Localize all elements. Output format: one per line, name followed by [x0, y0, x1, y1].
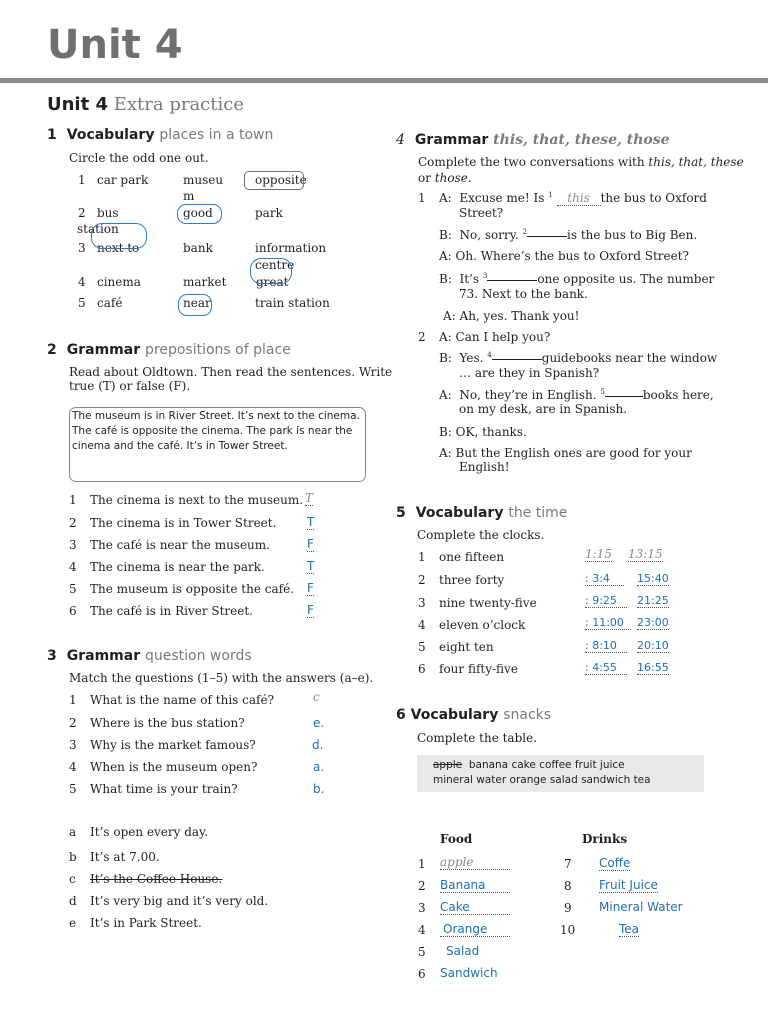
question: What time is your train? [90, 782, 238, 796]
list-item-number: 3 [69, 738, 77, 752]
list-item-number: 1 [78, 173, 86, 187]
dialogue-line: A: Can I help you? [439, 330, 551, 344]
answer-field[interactable]: F [307, 603, 314, 617]
list-item-number: 2 [418, 573, 426, 587]
drink-answer[interactable]: Coffe [599, 856, 631, 870]
time-words: nine twenty-five [439, 596, 537, 610]
answer-letter: e [69, 916, 77, 930]
answer-letter: a [69, 825, 77, 839]
reading-line: The museum is in River Street. It’s next to the cinema. [72, 410, 360, 422]
word-option: near [183, 296, 211, 310]
list-item-number: 1 [418, 550, 426, 564]
dialogue-line-cont: … are they in Spanish? [459, 366, 600, 380]
answer-option: It’s in Park Street. [90, 916, 202, 930]
subtitle-unit: Unit 4 [47, 94, 108, 115]
word-option: great [256, 275, 289, 289]
clock-24h[interactable]: 21:25 [637, 594, 669, 607]
list-item-number: 6 [69, 604, 77, 618]
struck-word: apple [433, 759, 463, 771]
word-option: café [97, 296, 123, 310]
dialogue-line: A: Ah, yes. Thank you! [443, 309, 580, 323]
list-item-number: 10 [560, 923, 576, 937]
circle-mark [250, 258, 295, 284]
clock-24h[interactable]: 23:00 [637, 616, 669, 629]
section2-instruction: Read about Oldtown. Then read the sentences. Write [69, 365, 393, 379]
list-item-number: 3 [418, 596, 426, 610]
dialogue-line-cont: English! [459, 460, 510, 474]
circle-mark [91, 223, 147, 249]
list-item-number: 3 [418, 901, 426, 915]
time-words: eleven o’clock [439, 618, 526, 632]
list-item-number: 2 [78, 206, 86, 220]
section2-heading: 2 Grammar prepositions of place [47, 342, 291, 358]
list-item-number: 2 [418, 330, 426, 344]
section4-instruction-2: or those. [418, 171, 472, 185]
answer-field[interactable]: a. [313, 760, 325, 774]
question: What is the name of this café? [90, 693, 275, 707]
section2-instruction-2: true (T) or false (F). [69, 379, 191, 393]
statement: The cinema is next to the museum. [90, 493, 304, 507]
statement: The cinema is in Tower Street. [90, 516, 277, 530]
list-item-number: 2 [69, 516, 77, 530]
food-answer[interactable]: apple [440, 855, 510, 870]
list-item-number: 3 [78, 241, 86, 255]
circle-mark [177, 204, 222, 224]
page-title: Unit 4 [47, 22, 183, 68]
drinks-column-header: Drinks [582, 832, 628, 846]
food-answer[interactable]: Sandwich [440, 966, 498, 980]
section1-heading: 1 Vocabulary places in a town [47, 127, 274, 143]
list-item-number: 3 [69, 538, 77, 552]
answer-letter: d [69, 894, 77, 908]
statement: The cinema is near the park. [90, 560, 265, 574]
clock-12h[interactable]: : 4:55 [585, 661, 627, 675]
answer-field[interactable]: F [307, 581, 314, 595]
question: When is the museum open? [90, 760, 258, 774]
reading-line: cinema and the café. It’s in Tower Street. [72, 440, 288, 452]
blank-line[interactable] [527, 236, 567, 237]
section6-heading: 6 Vocabulary snacks [396, 707, 552, 723]
answer-letter: c [69, 872, 76, 886]
answer-letter: b [69, 850, 77, 864]
title-divider [0, 78, 768, 83]
list-item-number: 2 [418, 879, 426, 893]
subtitle-extra: Extra practice [113, 94, 244, 115]
section3-instruction: Match the questions (1–5) with the answers (a–e). [69, 671, 374, 685]
dialogue-line: B: It’s $^3$ one opposite us. The number [439, 272, 715, 286]
word-option: information [255, 241, 327, 255]
word-option: park [255, 206, 283, 220]
reading-text-box [69, 407, 366, 482]
dialogue-line: B: Yes. $^4$ guidebooks near the window [439, 351, 718, 365]
answer-field[interactable]: c [313, 690, 320, 704]
answer-field[interactable]: T [307, 559, 315, 573]
time-words: one fifteen [439, 550, 505, 564]
word-option: good [183, 206, 213, 220]
list-item-number: 1 [69, 493, 77, 507]
food-column-header: Food [440, 832, 473, 846]
word-option: bus [97, 206, 119, 220]
list-item-number: 4 [69, 560, 77, 574]
word-option: museu [183, 173, 224, 187]
word-option: cinema [97, 275, 141, 289]
clock-24h[interactable]: 13:15 [628, 547, 663, 561]
list-item-number: 4 [418, 923, 426, 937]
dialogue-line: B: OK, thanks. [439, 425, 527, 439]
list-item-number: 8 [564, 879, 572, 893]
food-answer[interactable]: Cake [440, 900, 510, 915]
word-box-line: apple banana cake coffee fruit juice [433, 759, 625, 771]
reading-line: The café is opposite the cinema. The park is near the [72, 425, 353, 437]
time-words: eight ten [439, 640, 494, 654]
section4-instruction: Complete the two conversations with this, that, these [418, 155, 744, 169]
list-item-number: 5 [418, 640, 426, 654]
word-box-line: mineral water orange salad sandwich tea [433, 774, 651, 786]
time-words: three forty [439, 573, 505, 587]
question: Where is the bus station? [90, 716, 245, 730]
list-item-number: 4 [78, 275, 86, 289]
food-answer[interactable]: Banana [440, 878, 510, 893]
word-option: opposite [255, 173, 307, 187]
blank-line[interactable] [487, 280, 537, 281]
list-item-number: 4 [418, 618, 426, 632]
drink-answer[interactable]: Fruit Juice [599, 878, 658, 892]
clock-24h[interactable]: 16:55 [637, 661, 669, 674]
dialogue-line: A: Oh. Where’s the bus to Oxford Street? [439, 249, 689, 263]
list-item-number: 1 [418, 857, 426, 871]
list-item-number: 2 [69, 716, 77, 730]
answer-option-struck: It’s the Coffee House. [90, 872, 223, 886]
drink-answer[interactable]: Tea [619, 922, 640, 936]
food-answer[interactable]: Salad [446, 944, 480, 958]
question: Why is the market famous? [90, 738, 256, 752]
word-option: bank [183, 241, 213, 255]
answer-field[interactable]: T [307, 515, 315, 529]
dialogue-line-cont: Street? [459, 206, 504, 220]
section3-heading: 3 Grammar question words [47, 648, 252, 664]
time-words: four fifty-five [439, 662, 518, 676]
list-item-number: 5 [69, 782, 77, 796]
clock-12h[interactable]: 1:15 [585, 547, 612, 561]
blank-line[interactable] [605, 396, 643, 397]
answer-field[interactable]: d. [312, 738, 324, 752]
clock-24h[interactable]: 15:40 [637, 572, 669, 585]
clock-24h[interactable]: 20:10 [637, 639, 669, 652]
blank-line[interactable] [492, 359, 542, 360]
circle-mark [244, 171, 304, 190]
answer-option: It’s at 7.00. [90, 850, 160, 864]
list-item-number: 6 [418, 662, 426, 676]
clock-12h[interactable]: : 3:4 [585, 572, 624, 586]
word-option: train station [255, 296, 330, 310]
statement: The café is in River Street. [90, 604, 253, 618]
word-box [417, 755, 704, 792]
dialogue-line: B: No, sorry. $^2$ is the bus to Big Ben. [439, 228, 698, 242]
answer-field[interactable]: b. [313, 782, 325, 796]
answer-field[interactable]: e. [313, 716, 325, 730]
section1-instruction: Circle the odd one out. [69, 151, 209, 165]
section5-instruction: Complete the clocks. [417, 528, 545, 542]
list-item-number: 1 [69, 693, 77, 707]
section4-heading: 4 Grammar this, that, these, those [396, 132, 670, 148]
section6-instruction: Complete the table. [417, 731, 538, 745]
list-item-number: 5 [78, 296, 86, 310]
dialogue-line: A: No, they’re in English. $^5$ books here, [439, 388, 714, 402]
list-item-number: 4 [69, 760, 77, 774]
dialogue-line-cont: on my desk, are in Spanish. [459, 402, 628, 416]
statement: The museum is opposite the café. [90, 582, 294, 596]
drink-answer[interactable]: Mineral Water [599, 900, 683, 914]
word-option-wrap: centre [255, 258, 295, 272]
list-item-number: 5 [418, 945, 426, 959]
statement: The café is near the museum. [90, 538, 270, 552]
answer-field[interactable]: F [307, 537, 314, 551]
word-option: car park [97, 173, 149, 187]
subtitle [47, 94, 244, 115]
food-answer[interactable]: Orange [440, 922, 510, 937]
section5-heading: 5 Vocabulary the time [396, 505, 568, 521]
blank-answer[interactable]: this [557, 191, 601, 206]
list-item-number: 7 [564, 857, 572, 871]
list-item-number: 1 [418, 191, 426, 205]
answer-option: It’s very big and it’s very old. [90, 894, 269, 908]
list-item-number: 5 [69, 582, 77, 596]
word-option: next to [97, 241, 140, 255]
circle-mark [178, 294, 212, 316]
word-option-wrap: station [77, 222, 119, 236]
list-item-number: 6 [418, 967, 426, 981]
list-item-number: 9 [564, 901, 572, 915]
dialogue-line: A: But the English ones are good for your [439, 446, 692, 460]
clock-12h[interactable]: : 11:00 [585, 616, 631, 630]
dialogue-line-cont: 73. Next to the bank. [459, 287, 588, 301]
clock-12h[interactable]: : 8:10 [585, 639, 627, 653]
answer-option: It’s open every day. [90, 825, 209, 839]
word-option: market [183, 275, 227, 289]
dialogue-line: A: Excuse me! Is $^1$ this the bus to Oxford [439, 191, 707, 205]
word-option-wrap: m [183, 189, 195, 203]
answer-field[interactable]: T [305, 491, 314, 505]
clock-12h[interactable]: : 9:25 [585, 594, 627, 608]
